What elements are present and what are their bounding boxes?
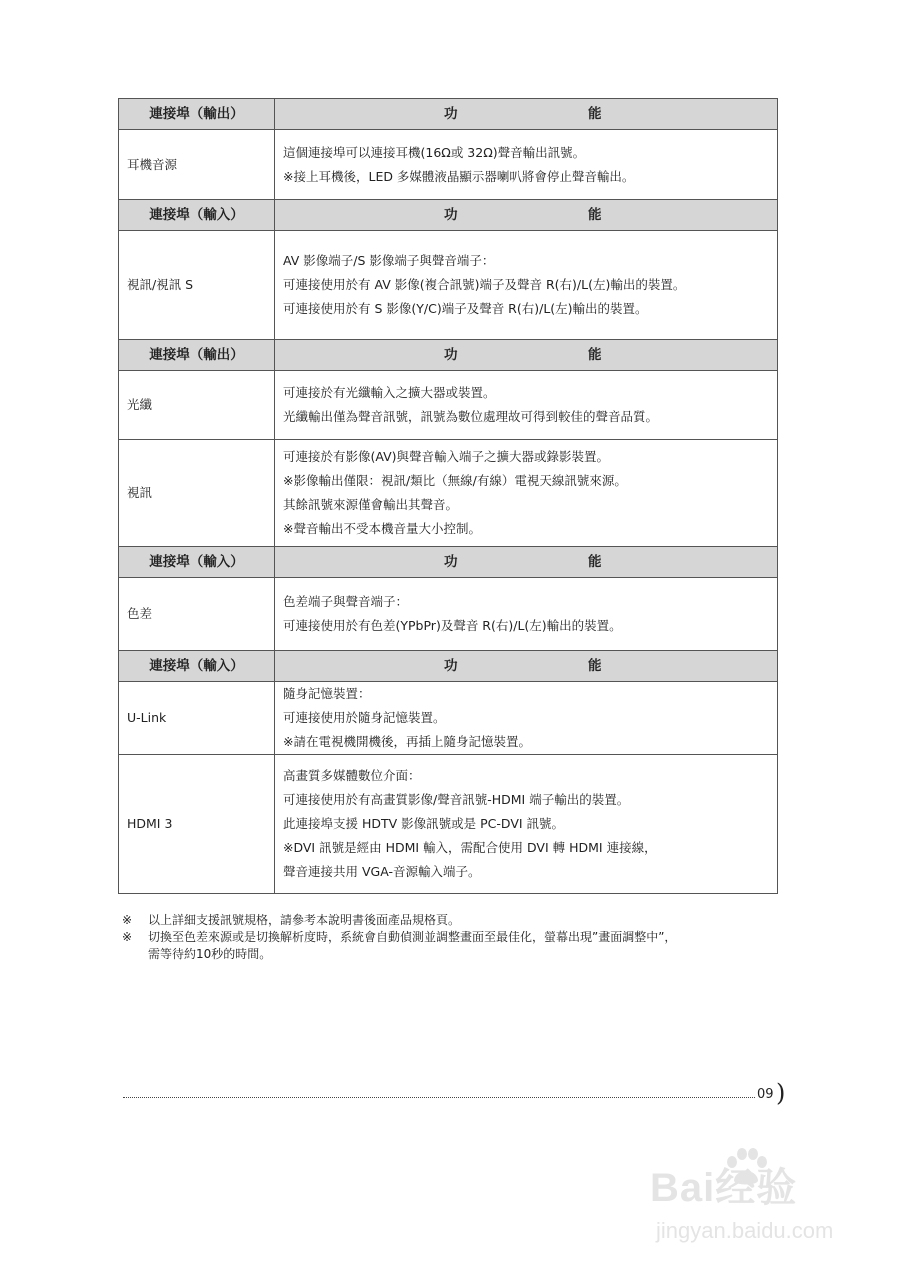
port-description	[275, 578, 778, 651]
desc-line: 高畫質多媒體數位介面：	[283, 768, 421, 783]
desc-line: 色差端子與聲音端子：	[283, 594, 409, 609]
table-row-component	[119, 578, 778, 651]
desc-line: AV 影像端子/S 影像端子與聲音端子：	[283, 253, 495, 268]
port-name: 耳機音源	[119, 130, 275, 200]
table-row-ulink	[119, 682, 778, 755]
table-row-av-s	[119, 231, 778, 340]
header-function-char-2: 能	[588, 347, 602, 363]
table-header-row	[119, 547, 778, 578]
port-name: HDMI 3	[119, 755, 275, 894]
port-description	[275, 130, 778, 200]
header-port-output: 連接埠（輸出）	[119, 340, 275, 371]
page-number: 09	[757, 1087, 774, 1102]
desc-line: ※聲音輸出不受本機音量大小控制。	[283, 521, 481, 536]
port-description	[275, 440, 778, 547]
desc-line: ※影像輸出僅限：視訊/類比（無線/有線）電視天線訊號來源。	[283, 473, 627, 488]
desc-line: 此連接埠支援 HDTV 影像訊號或是 PC-DVI 訊號。	[283, 816, 565, 831]
note-mark: ※	[122, 913, 133, 927]
desc-line: 這個連接埠可以連接耳機(16Ω或 32Ω)聲音輸出訊號。	[283, 144, 586, 160]
port-description	[275, 682, 778, 755]
header-function	[275, 547, 778, 578]
header-function-char-2: 能	[588, 106, 602, 122]
table-row-hdmi3	[119, 755, 778, 894]
desc-line: 可連接使用於有 S 影像(Y/C)端子及聲音 R(右)/L(左)輸出的裝置。	[283, 301, 648, 316]
note-mark: ※	[122, 930, 133, 944]
header-port-output: 連接埠（輸出）	[119, 99, 275, 130]
table-row-optical	[119, 371, 778, 440]
note-text-line: 需等待約10秒的時間。	[148, 947, 272, 961]
header-function	[275, 99, 778, 130]
header-port-input: 連接埠（輸入）	[119, 200, 275, 231]
footnote-1	[122, 912, 792, 929]
port-name: 視訊	[119, 440, 275, 547]
header-function-char-1: 功	[444, 106, 458, 122]
header-function	[275, 340, 778, 371]
header-function-char-1: 功	[444, 207, 458, 223]
footnotes	[122, 912, 792, 963]
header-function	[275, 200, 778, 231]
desc-line: 可連接使用於有色差(YPbPr)及聲音 R(右)/L(左)輸出的裝置。	[283, 618, 622, 633]
table-header-row	[119, 340, 778, 371]
note-text	[148, 929, 792, 963]
desc-line: ※DVI 訊號是經由 HDMI 輸入，需配合使用 DVI 轉 HDMI 連接線，	[283, 840, 657, 855]
watermark	[650, 1148, 870, 1258]
header-function-char-2: 能	[588, 658, 602, 674]
page-bracket: )	[776, 1079, 786, 1107]
desc-line: 可連接使用於隨身記憶裝置。	[283, 710, 446, 725]
desc-line: 可連接使用於有 AV 影像(複合訊號)端子及聲音 R(右)/L(左)輸出的裝置。	[283, 277, 686, 292]
desc-line: 其餘訊號來源僅會輸出其聲音。	[283, 497, 459, 512]
table-header-row	[119, 200, 778, 231]
header-function-char-1: 功	[444, 658, 458, 674]
table-row-video	[119, 440, 778, 547]
header-function	[275, 651, 778, 682]
table-header-row	[119, 99, 778, 130]
desc-line: 可連接於有影像(AV)與聲音輸入端子之擴大器或錄影裝置。	[283, 449, 610, 464]
desc-line: 隨身記憶裝置：	[283, 686, 371, 701]
table-row-earphone	[119, 130, 778, 200]
desc-line: 聲音連接共用 VGA-音源輸入端子。	[283, 864, 481, 879]
port-name: 視訊/視訊 S	[119, 231, 275, 340]
port-name: 色差	[119, 578, 275, 651]
footer-dotted-rule	[123, 1097, 755, 1098]
port-function-table	[118, 98, 778, 894]
desc-line: 光纖輸出僅為聲音訊號，訊號為數位處理故可得到較佳的聲音品質。	[283, 409, 659, 424]
header-function-char-2: 能	[588, 554, 602, 570]
desc-line: 可連接使用於有高畫質影像/聲音訊號-HDMI 端子輸出的裝置。	[283, 792, 630, 807]
header-function-char-2: 能	[588, 207, 602, 223]
port-name: U-Link	[119, 682, 275, 755]
note-text: 以上詳細支援訊號規格，請參考本說明書後面產品規格頁。	[148, 913, 461, 927]
header-function-char-1: 功	[444, 347, 458, 363]
watermark-brand: Bai经验	[650, 1166, 798, 1210]
header-function-char-1: 功	[444, 554, 458, 570]
header-port-input: 連接埠（輸入）	[119, 547, 275, 578]
footnote-2	[122, 929, 792, 963]
port-name: 光纖	[119, 371, 275, 440]
port-description	[275, 371, 778, 440]
port-description	[275, 755, 778, 894]
desc-line: ※接上耳機後，LED 多媒體液晶顯示器喇叭將會停止聲音輸出。	[283, 168, 635, 184]
table-header-row	[119, 651, 778, 682]
watermark-url: jingyan.baidu.com	[656, 1218, 834, 1243]
note-text-line: 切換至色差來源或是切換解析度時，系統會自動偵測並調整畫面至最佳化，螢幕出現”畫面調整中”，	[148, 930, 677, 944]
header-port-input: 連接埠（輸入）	[119, 651, 275, 682]
desc-line: ※請在電視機開機後，再插上隨身記憶裝置。	[283, 734, 531, 749]
desc-line: 可連接於有光纖輸入之擴大器或裝置。	[283, 385, 496, 400]
port-description	[275, 231, 778, 340]
